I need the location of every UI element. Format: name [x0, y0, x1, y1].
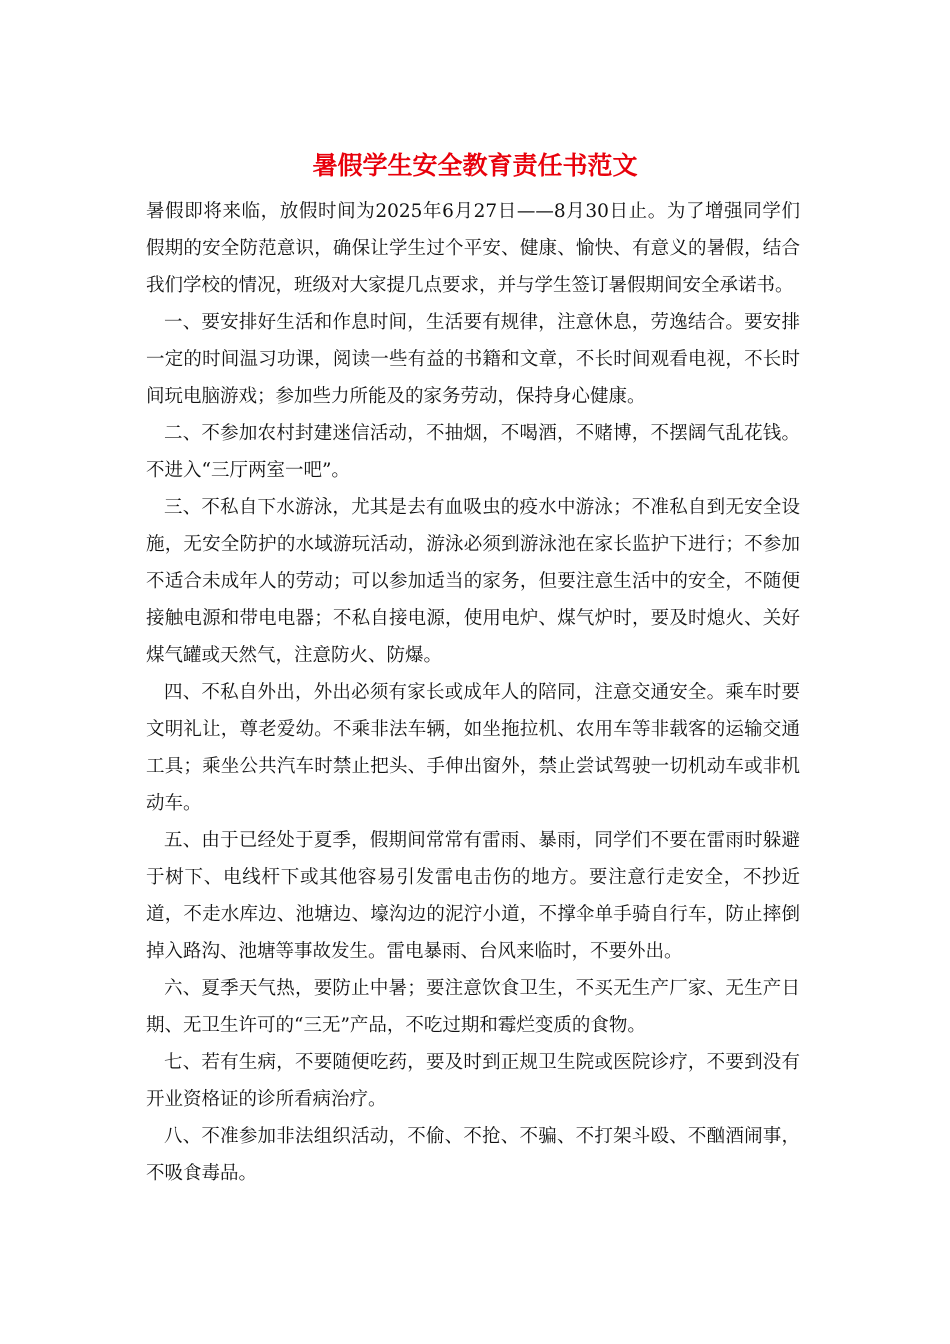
document-title: 暑假学生安全教育责任书范文	[312, 151, 638, 180]
rule-paragraph-4: 四、不私自外出，外出必须有家长或成年人的陪同，注意交通安全。乘车时要文明礼让，尊老爱幼。不乘非法车辆，如坐拖拉机、农用车等非载客的运输交通工具；乘坐公共汽车时禁止把头、手伸出窗外，禁止尝试驾驶一切机动车或非机动车。	[146, 682, 800, 814]
rule-paragraph-5: 五、由于已经处于夏季，假期间常常有雷雨、暴雨，同学们不要在雷雨时躲避于树下、电线杆下或其他容易引发雷电击伤的地方。要注意行走安全，不抄近道，不走水库边、池塘边、壕沟边的泥泞小道，不撑伞单手骑自行车，防止摔倒掉入路沟、池塘等事故发生。雷电暴雨、台风来临时，不要外出。	[146, 830, 800, 962]
rule-paragraph-6: 六、夏季天气热，要防止中暑；要注意饮食卫生，不买无生产厂家、无生产日期、无卫生许可的“三无”产品，不吃过期和霉烂变质的食物。	[146, 978, 800, 1036]
rule-paragraph-1: 一、要安排好生活和作息时间，生活要有规律，注意休息，劳逸结合。要安排一定的时间温习功课，阅读一些有益的书籍和文章，不长时间观看电视，不长时间玩电脑游戏；参加些力所能及的家务劳动，保持身心健康。	[146, 312, 800, 407]
rule-paragraph-7: 七、若有生病，不要随便吃药，要及时到正规卫生院或医院诊疗，不要到没有开业资格证的诊所看病治疗。	[146, 1052, 800, 1110]
document-body	[146, 193, 800, 1192]
rule-paragraph-8: 八、不准参加非法组织活动，不偷、不抢、不骗、不打架斗殴、不酗酒闹事，不吸食毒品。	[146, 1126, 800, 1184]
intro-paragraph: 暑假即将来临，放假时间为2025年6月27日——8月30日止。为了增强同学们假期的安全防范意识，确保让学生过个平安、健康、愉快、有意义的暑假，结合我们学校的情况，班级对大家提几点要求，并与学生签订暑假期间安全承诺书。	[146, 201, 800, 296]
rule-paragraph-3: 三、不私自下水游泳，尤其是去有血吸虫的疫水中游泳；不准私自到无安全设施，无安全防护的水域游玩活动，游泳必须到游泳池在家长监护下进行；不参加不适合未成年人的劳动；可以参加适当的家务，但要注意生活中的安全，不随便接触电源和带电电器；不私自接电源，使用电炉、煤气炉时，要及时熄火、关好煤气罐或天然气，注意防火、防爆。	[146, 497, 800, 666]
rule-paragraph-2: 二、不参加农村封建迷信活动，不抽烟，不喝酒，不赌博，不摆阔气乱花钱。不进入“三厅两室一吧”。	[146, 423, 800, 481]
